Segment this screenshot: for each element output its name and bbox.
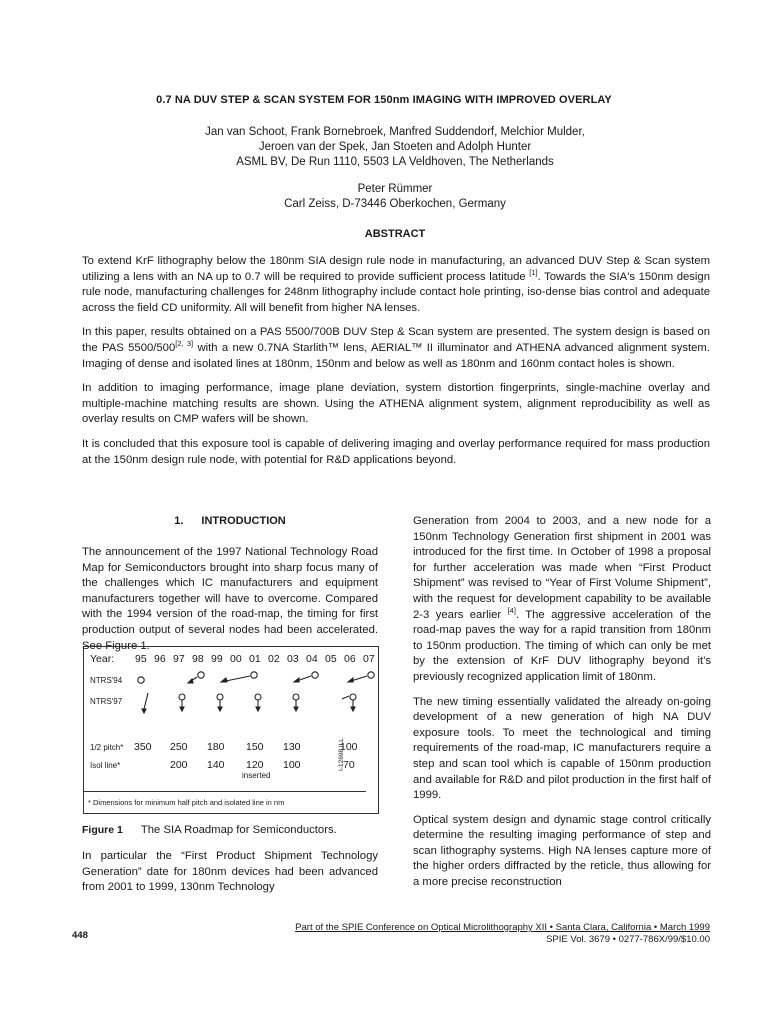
author-line-1: Jan van Schoot, Frank Bornebroek, Manfred Suddendorf, Melchior Mulder, xyxy=(205,126,585,138)
ntrs97-stem-head xyxy=(294,707,298,711)
ntrs94-arrowhead xyxy=(294,678,299,682)
abstract-paragraph-2: In this paper, results obtained on a PAS 5500/700B DUV Step & Scan system are presented. The system design is based on the PAS 5500/500[2, 3] with a new 0.7NA Starlith™ lens, AERIAL™ II illuminator and ATHENA advanced alignment system. Imaging of dense and isolated lines at 180nm, 150nm and below as well as 180nm and 160nm contact holes is shown. xyxy=(82,326,710,370)
figure-year: 99 xyxy=(211,653,223,665)
isol-value: 100 xyxy=(283,759,301,771)
intro-paragraph-2: In particular the “First Product Shipment Technology Generation” date for 180nm devices had been advanced from 2001 to 1999, 130nm Technology xyxy=(82,850,378,894)
abstract-paragraph-4: It is concluded that this exposure tool is capable of delivering imaging and overlay performance required for mass production at the 150nm design rule node, with potential for R&D applications beyond. xyxy=(82,437,710,466)
figure-year: 01 xyxy=(249,653,261,665)
isol-value: 70 xyxy=(343,759,355,771)
pitch-value: 350 xyxy=(134,741,152,753)
intro-paragraph-5: Optical system design and dynamic stage control critically determine the resulting imaging performance of step and scan lithography systems. High NA lenses capture more of the higher orders diffracted by the reticle, thus allowing for a more precise reconstruction xyxy=(413,813,711,889)
section-heading-introduction xyxy=(82,515,378,527)
ntrs97-marker xyxy=(293,694,299,700)
figure-ntrs97-label: NTRS'97 xyxy=(90,697,123,706)
pitch-value: 100 xyxy=(340,741,358,753)
ntrs94-marker xyxy=(198,672,204,678)
left-column-text-2 xyxy=(82,849,378,905)
figure-year: 06 xyxy=(344,653,356,665)
roadmap-timeline-graphic xyxy=(84,665,378,721)
figure-year: 05 xyxy=(325,653,337,665)
abstract-heading: ABSTRACT xyxy=(364,228,426,240)
affiliation-line-2: Carl Zeiss, D-73446 Oberkochen, Germany xyxy=(284,198,506,210)
ntrs94-marker xyxy=(312,672,318,678)
ntrs97-marker xyxy=(350,694,356,700)
publication-line: SPIE Vol. 3679 • 0277-786X/99/$10.00 xyxy=(546,934,710,945)
right-column-text xyxy=(413,514,711,900)
figure-pitch-label: 1/2 pitch* xyxy=(90,743,124,752)
pitch-value: 130 xyxy=(283,741,301,753)
figure-year-label: Year: xyxy=(90,653,115,665)
figure-year: 00 xyxy=(230,653,242,665)
ntrs97-arrow xyxy=(144,693,148,709)
conference-line: Part of the SPIE Conference on Optical Microlithography XII • Santa Clara, California • March 1999 xyxy=(295,922,710,933)
author-block-2 xyxy=(0,182,768,212)
roadmap-figure xyxy=(83,646,379,814)
figure-caption-label: Figure 1 xyxy=(82,824,123,836)
pitch-value: 250 xyxy=(170,741,188,753)
ntrs94-arrowhead xyxy=(221,678,227,682)
isol-value: 120 xyxy=(246,759,264,771)
intro-paragraph-4: The new timing essentially validated the already on-going development of a new generation of high NA DUV exposure tools. To meet the technological and timing requirements of the road-map, IC manufacturers require a step and scan tool which is capable of 150nm production and available for R&D and pilot production in the first half of 1999. xyxy=(413,695,711,802)
figure-footnote: * Dimensions for minimum half pitch and isolated line in nm xyxy=(88,798,285,807)
inserted-note: inserted xyxy=(242,771,271,780)
isol-value: 200 xyxy=(170,759,188,771)
figure-year: 03 xyxy=(287,653,299,665)
ntrs97-stem-head xyxy=(218,707,222,711)
isol-value: 140 xyxy=(207,759,225,771)
figure-year: 04 xyxy=(306,653,318,665)
figure-year: 95 xyxy=(135,653,147,665)
ntrs97-marker xyxy=(217,694,223,700)
intro-paragraph-1: The announcement of the 1997 National Technology Road Map for Semiconductors brought into sharp focus many of the challenges which IC manufacturers and equipment manufacturers together will have to overcome. Compared with the 1994 version of the road-map, the timing for first production output of several nodes had been accelerated. See Figure 1. xyxy=(82,546,378,652)
section-number: 1. xyxy=(174,515,184,527)
figure-caption-text: The SIA Roadmap for Semiconductors. xyxy=(140,824,337,836)
citation: [4] xyxy=(507,605,516,615)
ntrs97-stem-head xyxy=(180,707,184,711)
affiliation-line-1: ASML BV, De Run 1110, 5503 LA Veldhoven, The Netherlands xyxy=(236,156,554,168)
author-block xyxy=(0,125,768,170)
intro-paragraph-3: Generation from 2004 to 2003, and a new node for a 150nm Technology Generation first shipment in 2001 was introduced for the first time. In October of 1998 a proposal for further acceleration was made when “First Product Shipment” was revised to “Year of First Volume Shipment”, with the request for development capability to be available 2-3 years earlier [4]. The aggressive acceleration of the road-map paves the way for a rapid transition from 180nm to 150nm production. The timing of which can only be met by the extension of KrF DUV lithography beyond it's previously recognized application limit of 180nm. xyxy=(413,515,711,683)
ntrs97-marker xyxy=(179,694,185,700)
abstract-body xyxy=(82,254,710,477)
figure-year: 97 xyxy=(173,653,185,665)
figure-year: 98 xyxy=(192,653,204,665)
pitch-value: 150 xyxy=(246,741,264,753)
citation: [1] xyxy=(529,267,538,277)
page-footer xyxy=(270,922,710,946)
ntrs97-arrowhead xyxy=(142,709,146,713)
figure-year: 07 xyxy=(363,653,375,665)
abstract-paragraph-3: In addition to imaging performance, image plane deviation, system distortion fingerprints, single-machine overlay and multiple-machine matching results are shown. Using the ATHENA alignment system, alignment reproducibility as well as overlay results on CMP wafers will be shown. xyxy=(82,382,710,426)
ntrs94-marker xyxy=(251,672,257,678)
paper-title: 0.7 NA DUV STEP & SCAN SYSTEM FOR 150nm IMAGING WITH IMPROVED OVERLAY xyxy=(156,94,612,106)
figure-id: I-12698.ILL xyxy=(338,738,345,771)
section-title: INTRODUCTION xyxy=(201,515,286,527)
author-line-3: Peter Rümmer xyxy=(357,183,433,195)
ntrs94-arrowhead xyxy=(188,679,193,683)
figure-ntrs94-label: NTRS'94 xyxy=(90,676,123,685)
ntrs97-stem-head xyxy=(256,707,260,711)
ntrs97-marker xyxy=(255,694,261,700)
author-line-2: Jeroen van der Spek, Jan Stoeten and Adolph Hunter xyxy=(258,141,532,153)
figure-caption xyxy=(82,824,337,836)
ntrs97-stem-head xyxy=(351,707,355,711)
ntrs94-marker xyxy=(138,677,144,683)
figure-isol-label: Isol line* xyxy=(90,761,121,770)
citation: [2, 3] xyxy=(175,339,194,349)
figure-year: 02 xyxy=(268,653,280,665)
ntrs97-arrow xyxy=(342,696,349,699)
ntrs94-marker xyxy=(368,672,374,678)
pitch-value: 180 xyxy=(207,741,225,753)
ntrs94-arrowhead xyxy=(348,678,353,682)
figure-divider xyxy=(84,791,366,792)
abstract-paragraph-1: To extend KrF lithography below the 180nm SIA design rule node in manufacturing, an advanced DUV Step & Scan system utilizing a lens with an NA up to 0.7 will be required to provide sufficient process latitude [1]. Towards the SIA's 150nm design rule node, manufacturing challenges for 248nm lithography include contact hole printing, iso-dense bias control and adequate across the field CD uniformity. All will benefit from higher NA lenses. xyxy=(82,255,710,314)
page-number: 448 xyxy=(72,930,88,941)
figure-year: 96 xyxy=(154,653,166,665)
